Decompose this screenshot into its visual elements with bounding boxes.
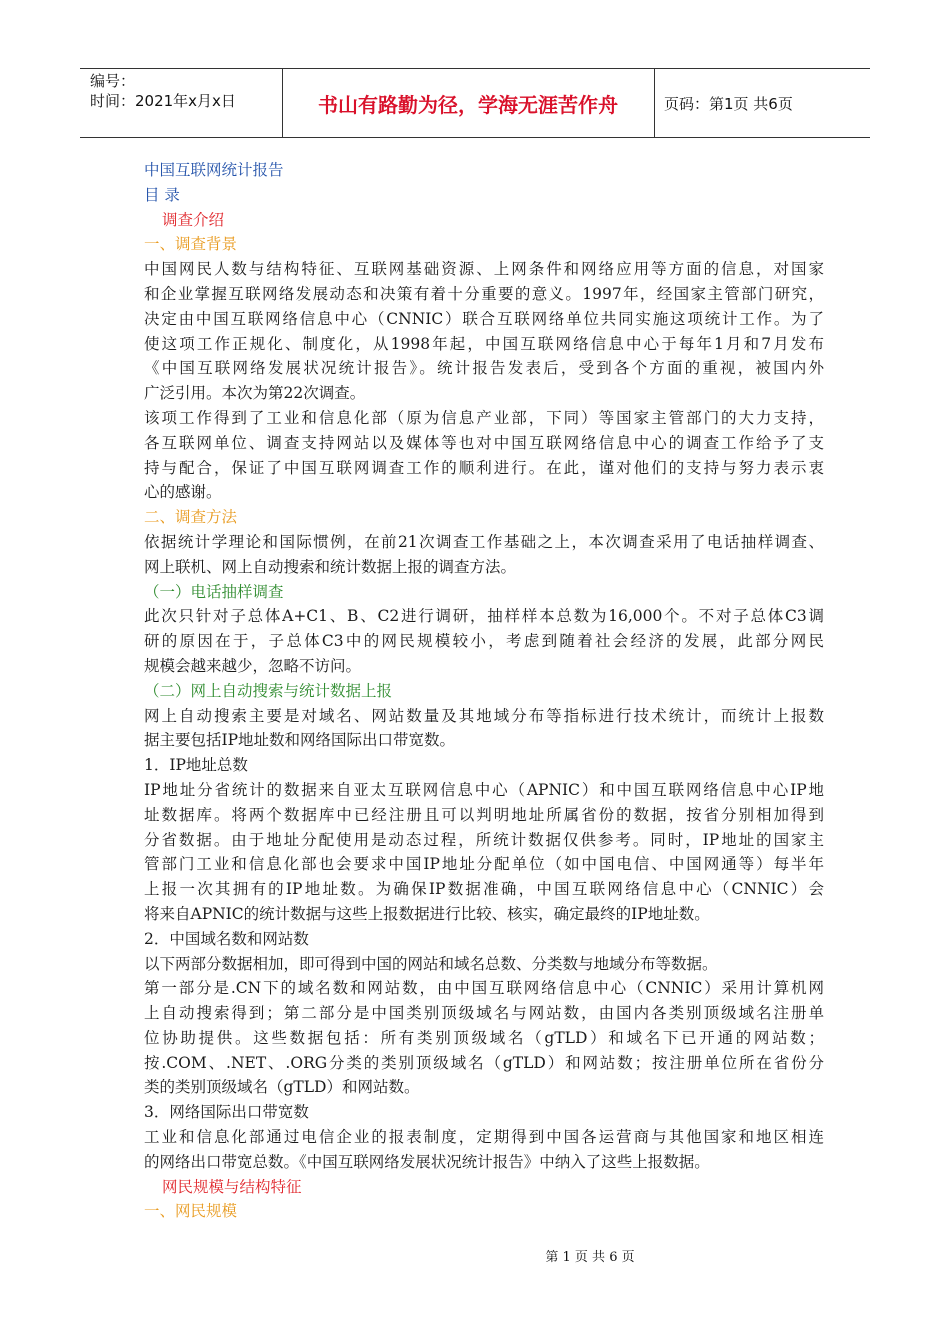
paragraph-line: 规模会越来越少，忽略不访问。 <box>144 656 362 675</box>
paragraph-line: 址数据库。将两个数据库中已经注册且可以判明地址所属省份的数据，按省分别相加得到 <box>144 805 824 824</box>
paragraph-line: 该项工作得到了工业和信息化部（原为信息产业部，下同）等国家主管部门的大力支持， <box>144 408 824 427</box>
toc-heading: 目 录 <box>144 185 180 204</box>
paragraph <box>144 778 824 927</box>
header-divider <box>654 69 655 137</box>
paragraph-line: 据主要包括IP地址数和网络国际出口带宽数。 <box>144 731 456 750</box>
paragraph-line: 广泛引用。本次为第22次调查。 <box>144 384 366 403</box>
paragraph-line: 使这项工作正规化、制度化，从1998年起，中国互联网络信息中心于每年1月和7月发布 <box>144 334 824 353</box>
paragraph-line: 以下两部分数据相加，即可得到中国的网站和域名总数、分类数与地域分布等数据。 <box>144 954 718 973</box>
paragraph-line: 此次只针对子总体A+C1、B、C2进行调研，抽样样本总数为16,000个。不对子总体C3调 <box>144 607 824 626</box>
paragraph-line: 管部门工业和信息化部也会要求中国IP地址分配单位（如中国电信、中国网通等）每半年 <box>144 855 824 874</box>
paragraph-line: 分省数据。由于地址分配使用是动态过程，所统计数据仅供参考。同时，IP地址的国家主 <box>144 830 824 849</box>
paragraph-line: 依据统计学理论和国际惯例，在前21次调查工作基础之上，本次调查采用了电话抽样调查、 <box>144 532 824 551</box>
document-body <box>144 158 824 1224</box>
paragraph-line: 的网络出口带宽总数。《中国互联网络发展状况统计报告》中纳入了这些上报数据。 <box>144 1152 710 1171</box>
numbered-item-heading: 1．IP地址总数 <box>144 756 248 775</box>
paragraph-line: 工业和信息化部通过电信企业的报表制度，定期得到中国各运营商与其他国家和地区相连 <box>144 1128 824 1147</box>
paragraph-line: 上自动搜索得到；第二部分是中国类别顶级域名与网站数，由国内各类别顶级域名注册单 <box>144 1004 824 1023</box>
paragraph-line: 网上自动搜索主要是对域名、网站数量及其地域分布等指标进行技术统计，而统计上报数 <box>144 706 824 725</box>
section-heading: 一、网民规模 <box>144 1202 238 1221</box>
section-heading: 一、调查背景 <box>144 235 238 254</box>
paragraph <box>144 604 824 678</box>
paragraph-line: 类的类别顶级域名（gTLD）和网站数。 <box>144 1078 420 1097</box>
header-page-info: 页码：第1页 共6页 <box>664 94 793 113</box>
paragraph-line: 研的原因在于，子总体C3中的网民规模较小，考虑到随着社会经济的发展，此部分网民 <box>144 632 824 651</box>
paragraph <box>144 530 824 580</box>
paragraph <box>144 1125 824 1175</box>
paragraph-line: 持与配合，保证了中国互联网调查工作的顺利进行。在此，谨对他们的支持与努力表示衷 <box>144 458 824 477</box>
section-title: 网民规模与结构特征 <box>162 1177 302 1196</box>
paragraph-line: 网上联机、网上自动搜索和统计数据上报的调查方法。 <box>144 557 517 576</box>
paragraph-line: 第一部分是.CN下的域名数和网站数，由中国互联网络信息中心（CNNIC）采用计算机网 <box>144 979 824 998</box>
paragraph-line: 按.COM、.NET、.ORG分类的类别顶级域名（gTLD）和网站数；按注册单位所在省份分 <box>144 1053 824 1072</box>
subsection-heading: （一）电话抽样调查 <box>144 582 284 601</box>
section-title: 调查介绍 <box>162 210 225 229</box>
paragraph <box>144 952 824 977</box>
paragraph <box>144 406 824 505</box>
time-label: 时间：2021年x月x日 <box>90 92 236 110</box>
paragraph-line: 位协助提供。这些数据包括：所有类别顶级域名（gTLD）和域名下已开通的网站数； <box>144 1028 824 1047</box>
paragraph-line: 将来自APNIC的统计数据与这些上报数据进行比较、核实，确定最终的IP地址数。 <box>144 904 710 923</box>
header-motto: 书山有路勤为径，学海无涯苦作舟 <box>318 92 618 117</box>
paragraph-line: 和企业掌握互联网络发展动态和决策有着十分重要的意义。1997年，经国家主管部门研究， <box>144 284 824 303</box>
numbered-item-heading: 3．网络国际出口带宽数 <box>144 1103 309 1122</box>
paragraph <box>144 704 824 754</box>
page-header <box>80 68 870 138</box>
paragraph-line: 上报一次其拥有的IP地址数。为确保IP数据准确，中国互联网络信息中心（CNNIC）会 <box>144 880 824 899</box>
document-title: 中国互联网统计报告 <box>144 161 284 179</box>
header-meta <box>90 71 282 111</box>
section-heading: 二、调查方法 <box>144 508 238 527</box>
paragraph-line: 决定由中国互联网络信息中心（CNNIC）联合互联网络单位共同实施这项统计工作。为了 <box>144 309 824 328</box>
paragraph-line: 中国网民人数与结构特征、互联网基础资源、上网条件和网络应用等方面的信息，对国家 <box>144 260 824 279</box>
paragraph <box>144 257 824 406</box>
paragraph <box>144 976 824 1100</box>
page-footer: 第 1 页 共 6 页 <box>545 1250 635 1265</box>
subsection-heading: （二）网上自动搜索与统计数据上报 <box>144 681 393 700</box>
paragraph-line: 《中国互联网络发展状况统计报告》。统计报告发表后，受到各个方面的重视，被国内外 <box>144 359 824 378</box>
number-label: 编号： <box>90 72 136 90</box>
numbered-item-heading: 2．中国域名数和网站数 <box>144 929 309 948</box>
paragraph-line: 心的感谢。 <box>144 483 222 502</box>
paragraph-line: IP地址分省统计的数据来自亚太互联网信息中心（APNIC）和中国互联网络信息中心IP地 <box>144 780 824 799</box>
paragraph-line: 各互联网单位、调查支持网站以及媒体等也对中国互联网络信息中心的调查工作给予了支 <box>144 433 824 452</box>
